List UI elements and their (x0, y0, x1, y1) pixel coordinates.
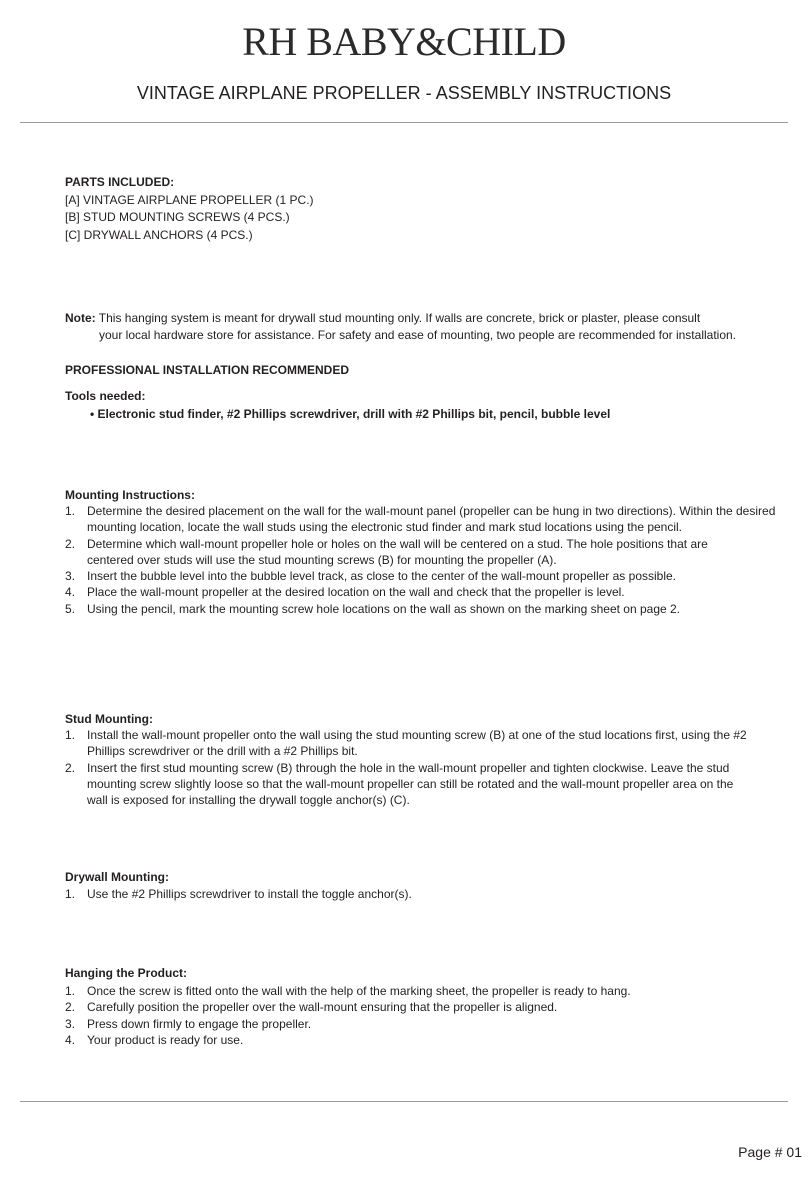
note-section (65, 310, 785, 344)
step-text-line: Insert the first stud mounting screw (B) through the hole in the wall-mount propeller and tighten clockwise. Leave the stud (87, 760, 730, 775)
step-item (65, 999, 785, 1015)
drywall-steps (65, 886, 785, 902)
part-item-c: [C] DRYWALL ANCHORS (4 PCS.) (65, 227, 253, 242)
step-text-line: mounting screw slightly loose so that the wall-mount propeller can still be rotated and the wall-mount propeller area on the (87, 776, 734, 791)
brand-logo: RH BABY&CHILD (242, 19, 566, 64)
step-text-line: Your product is ready for use. (87, 1032, 244, 1047)
parts-heading: PARTS INCLUDED: (65, 175, 175, 189)
step-number: 2. (65, 760, 76, 775)
step-item (65, 536, 785, 569)
part-item-a: [A] VINTAGE AIRPLANE PROPELLER (1 PC.) (65, 192, 314, 207)
step-item (65, 601, 785, 617)
drywall-heading: Drywall Mounting: (65, 870, 169, 884)
header-divider (20, 122, 788, 123)
note-label: Note: (65, 311, 96, 325)
step-text-line: Install the wall-mount propeller onto the wall using the stud mounting screw (B) at one of the stud locations first, using the #2 (87, 728, 747, 742)
step-number: 1. (65, 887, 76, 901)
hanging-steps (65, 983, 785, 1048)
step-number: 5. (65, 601, 76, 616)
mounting-heading: Mounting Instructions: (65, 488, 195, 502)
step-text-line: Determine the desired placement on the wall for the wall-mount panel (propeller can be hung in two directions). Within the desired (87, 504, 776, 518)
document-title: VINTAGE AIRPLANE PROPELLER - ASSEMBLY INSTRUCTIONS (136, 83, 672, 103)
step-text-line: Use the #2 Phillips screwdriver to install the toggle anchor(s). (87, 887, 412, 901)
step-text-line: Using the pencil, mark the mounting screw hole locations on the wall as shown on the marking sheet on page 2. (87, 601, 681, 616)
step-text-line: wall is exposed for installing the drywall toggle anchor(s) (C). (87, 793, 410, 808)
step-item (65, 727, 785, 760)
step-number: 3. (65, 1016, 76, 1031)
step-text-line: Once the screw is fitted onto the wall with the help of the marking sheet, the propeller is ready to hang. (87, 984, 631, 998)
professional-installation-heading: PROFESSIONAL INSTALLATION RECOMMENDED (65, 363, 350, 377)
tools-section (65, 388, 610, 423)
step-text-line: mounting location, locate the wall studs using the electronic stud finder and mark stud locations using the pencil. (87, 520, 683, 535)
footer-divider (20, 1101, 788, 1102)
step-number: 4. (65, 585, 76, 600)
step-item (65, 584, 785, 600)
part-item-b: [B] STUD MOUNTING SCREWS (4 PCS.) (65, 210, 290, 224)
step-item (65, 983, 785, 999)
stud-steps (65, 727, 785, 808)
step-text-line: Phillips screwdriver or the drill with a #2 Phillips bit. (87, 744, 358, 759)
tools-heading: Tools needed: (65, 389, 146, 403)
parts-section (65, 174, 314, 244)
step-item (65, 503, 785, 536)
step-text-line: Insert the bubble level into the bubble level track, as close to the center of the wall-mount propeller as possible. (87, 569, 677, 584)
step-number: 3. (65, 569, 76, 584)
step-number: 2. (65, 1000, 76, 1015)
mounting-steps (65, 503, 785, 617)
tools-list-item: • Electronic stud finder, #2 Phillips screwdriver, drill with #2 Phillips bit, pencil, bubble level (90, 406, 611, 421)
step-text-line: Carefully position the propeller over the wall-mount ensuring that the propeller is aligned. (87, 1000, 558, 1015)
step-text-line: Press down firmly to engage the propeller. (87, 1016, 312, 1031)
step-item (65, 568, 785, 584)
step-text-line: Place the wall-mount propeller at the desired location on the wall and check that the propeller is level. (87, 585, 625, 600)
step-number: 1. (65, 504, 76, 518)
step-number: 1. (65, 728, 76, 742)
step-number: 2. (65, 536, 76, 551)
step-number: 1. (65, 984, 76, 998)
step-item (65, 1016, 785, 1032)
note-line-2: your local hardware store for assistance. For safety and ease of mounting, two people are recommended for installation. (99, 328, 737, 342)
page-number: Page # 01 (738, 1144, 802, 1160)
step-item (65, 886, 785, 902)
hanging-heading: Hanging the Product: (65, 966, 187, 980)
step-item (65, 760, 785, 809)
step-text-line: centered over studs will use the stud mounting screws (B) for mounting the propeller (A). (87, 552, 557, 567)
step-item (65, 1032, 785, 1048)
stud-heading: Stud Mounting: (65, 712, 153, 726)
step-number: 4. (65, 1032, 76, 1047)
note-line-1: This hanging system is meant for drywall stud mounting only. If walls are concrete, brick or plaster, please consult (98, 311, 701, 325)
step-text-line: Determine which wall-mount propeller hole or holes on the wall will be centered on a stud. The hole positions that are (87, 536, 708, 551)
